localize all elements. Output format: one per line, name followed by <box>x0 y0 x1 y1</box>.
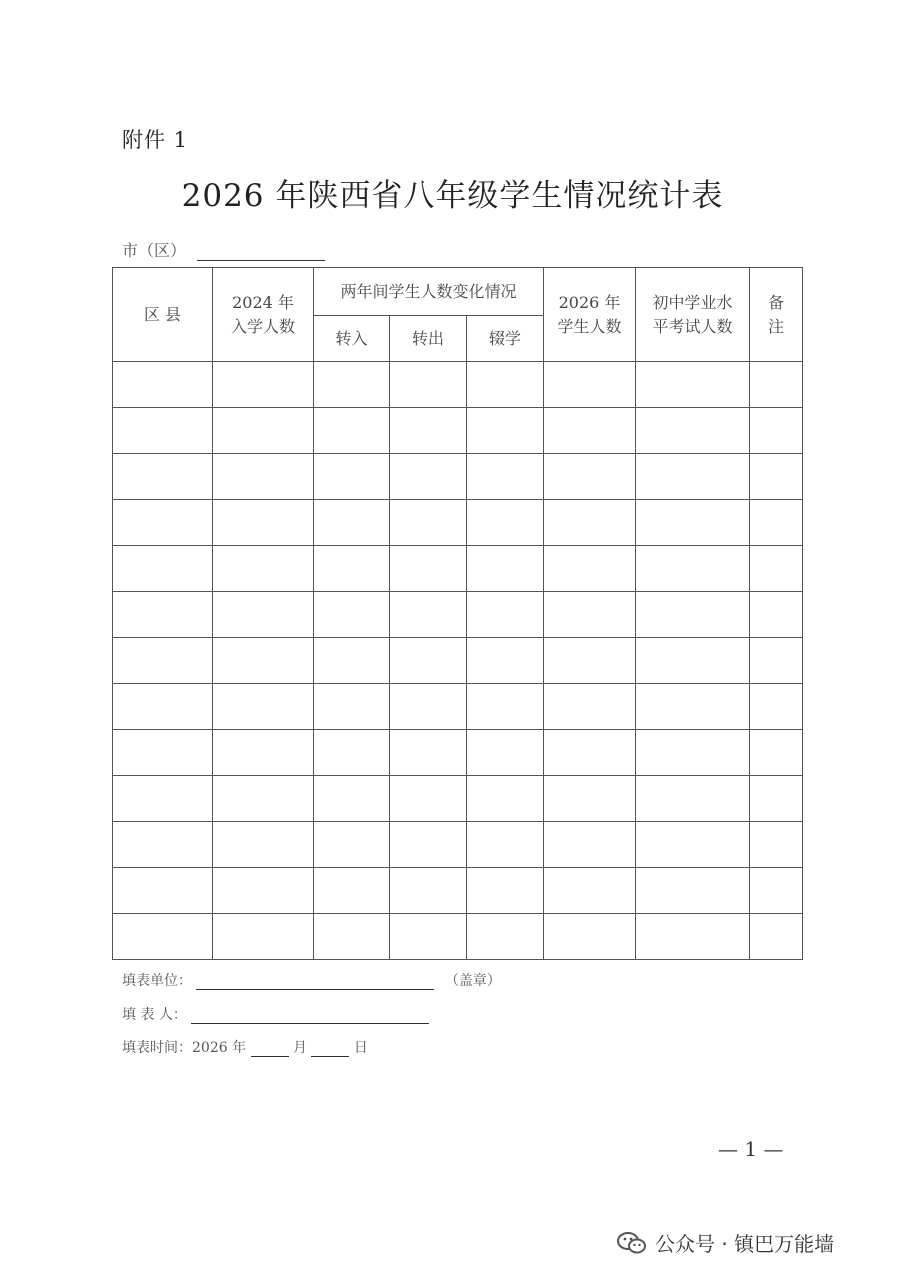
table-cell[interactable] <box>390 776 467 822</box>
table-cell[interactable] <box>544 454 636 500</box>
table-cell[interactable] <box>544 592 636 638</box>
table-cell[interactable] <box>750 638 803 684</box>
table-cell[interactable] <box>390 730 467 776</box>
table-cell[interactable] <box>213 730 314 776</box>
header-remark-line1: 备 <box>768 292 785 312</box>
table-row <box>113 822 803 868</box>
table-cell[interactable] <box>113 868 213 914</box>
table-cell[interactable] <box>314 914 390 960</box>
table-cell[interactable] <box>113 730 213 776</box>
table-cell[interactable] <box>113 362 213 408</box>
wechat-icon <box>617 1231 647 1255</box>
header-exam-line1: 初中学业水 <box>652 292 733 312</box>
table-cell[interactable] <box>314 868 390 914</box>
table-cell[interactable] <box>113 822 213 868</box>
page-title: 2026 年陕西省八年级学生情况统计表 <box>181 178 724 214</box>
table-row <box>113 362 803 408</box>
table-cell[interactable] <box>113 454 213 500</box>
table-row <box>113 684 803 730</box>
table-cell[interactable] <box>314 638 390 684</box>
table-cell[interactable] <box>636 454 750 500</box>
table-cell[interactable] <box>544 546 636 592</box>
table-cell[interactable] <box>467 638 544 684</box>
table-cell[interactable] <box>750 730 803 776</box>
table-cell[interactable] <box>467 730 544 776</box>
header-exam-count <box>636 268 750 362</box>
table-cell[interactable] <box>314 592 390 638</box>
table-cell[interactable] <box>544 868 636 914</box>
table-cell[interactable] <box>544 500 636 546</box>
table-cell[interactable] <box>113 592 213 638</box>
table-cell[interactable] <box>636 408 750 454</box>
table-cell[interactable] <box>390 638 467 684</box>
table-cell[interactable] <box>390 684 467 730</box>
header-change-group: 两年间学生人数变化情况 <box>314 268 544 316</box>
table-row <box>113 454 803 500</box>
table-cell[interactable] <box>314 500 390 546</box>
table-cell[interactable] <box>113 776 213 822</box>
table-cell[interactable] <box>213 362 314 408</box>
city-label: 市（区） <box>122 241 187 260</box>
table-cell[interactable] <box>390 914 467 960</box>
table-cell[interactable] <box>636 592 750 638</box>
table-cell[interactable] <box>750 546 803 592</box>
table-cell[interactable] <box>314 546 390 592</box>
table-cell[interactable] <box>390 822 467 868</box>
table-cell[interactable] <box>390 500 467 546</box>
header-county: 区 县 <box>113 268 213 362</box>
header-2026-line1: 2026 年 <box>558 292 621 312</box>
table-cell[interactable] <box>314 362 390 408</box>
table-cell[interactable] <box>314 684 390 730</box>
table-cell[interactable] <box>467 454 544 500</box>
filler-input[interactable] <box>191 1007 429 1024</box>
table-cell[interactable] <box>314 776 390 822</box>
header-2024-line2: 入学人数 <box>230 316 295 336</box>
fill-time-line <box>122 1037 368 1057</box>
header-transfer-in: 转入 <box>314 316 390 362</box>
fill-unit-input[interactable] <box>196 973 434 990</box>
table-cell[interactable] <box>390 868 467 914</box>
table-cell[interactable] <box>213 776 314 822</box>
header-exam-line2: 平考试人数 <box>652 316 733 336</box>
table-cell[interactable] <box>544 822 636 868</box>
table-cell[interactable] <box>467 914 544 960</box>
header-remark-line2: 注 <box>768 316 785 336</box>
table-cell[interactable] <box>113 500 213 546</box>
table-cell[interactable] <box>213 638 314 684</box>
table-cell[interactable] <box>390 408 467 454</box>
table-cell[interactable] <box>213 684 314 730</box>
filler-line <box>122 1004 429 1024</box>
fill-unit-label: 填表单位： <box>122 973 192 989</box>
table-row <box>113 592 803 638</box>
table-cell[interactable] <box>467 776 544 822</box>
table-row <box>113 500 803 546</box>
header-2026-students <box>544 268 636 362</box>
table-cell[interactable] <box>113 638 213 684</box>
table-cell[interactable] <box>467 684 544 730</box>
table-cell[interactable] <box>636 822 750 868</box>
header-2024-line1: 2024 年 <box>232 292 294 312</box>
table-cell[interactable] <box>750 454 803 500</box>
table-cell[interactable] <box>314 454 390 500</box>
table-cell[interactable] <box>636 684 750 730</box>
table-cell[interactable] <box>636 362 750 408</box>
table-cell[interactable] <box>113 684 213 730</box>
table-cell[interactable] <box>314 822 390 868</box>
header-remark <box>750 268 803 362</box>
table-cell[interactable] <box>213 408 314 454</box>
table-cell[interactable] <box>113 408 213 454</box>
table-cell[interactable] <box>750 914 803 960</box>
table-cell[interactable] <box>750 500 803 546</box>
table-cell[interactable] <box>467 592 544 638</box>
header-transfer-out: 转出 <box>390 316 467 362</box>
city-field <box>122 238 325 261</box>
table-cell[interactable] <box>750 362 803 408</box>
page-number: — 1 — <box>718 1137 784 1161</box>
table-cell[interactable] <box>213 592 314 638</box>
table-row <box>113 408 803 454</box>
table-cell[interactable] <box>636 868 750 914</box>
table-cell[interactable] <box>750 868 803 914</box>
table-cell[interactable] <box>467 362 544 408</box>
watermark <box>617 1228 834 1257</box>
table-cell[interactable] <box>544 408 636 454</box>
table-cell[interactable] <box>213 454 314 500</box>
table-body <box>113 362 803 960</box>
seal-label: （盖章） <box>444 973 501 989</box>
table-row <box>113 638 803 684</box>
table-cell[interactable] <box>390 454 467 500</box>
header-2026-line2: 学生人数 <box>557 316 622 336</box>
table-cell[interactable] <box>544 730 636 776</box>
table-cell[interactable] <box>390 362 467 408</box>
table-cell[interactable] <box>544 362 636 408</box>
day-input[interactable] <box>311 1040 349 1057</box>
day-label: 日 <box>353 1040 368 1056</box>
table-cell[interactable] <box>544 684 636 730</box>
table-cell[interactable] <box>636 914 750 960</box>
table-row <box>113 546 803 592</box>
table-cell[interactable] <box>113 546 213 592</box>
table-cell[interactable] <box>213 914 314 960</box>
table-cell[interactable] <box>213 546 314 592</box>
table-cell[interactable] <box>750 408 803 454</box>
table-cell[interactable] <box>636 730 750 776</box>
table-cell[interactable] <box>213 500 314 546</box>
table-cell[interactable] <box>750 592 803 638</box>
table-cell[interactable] <box>314 730 390 776</box>
month-input[interactable] <box>251 1040 289 1057</box>
header-dropout: 辍学 <box>467 316 544 362</box>
table-cell[interactable] <box>314 408 390 454</box>
table-cell[interactable] <box>390 592 467 638</box>
table-cell[interactable] <box>213 868 314 914</box>
table-cell[interactable] <box>636 546 750 592</box>
table-row <box>113 776 803 822</box>
table-row <box>113 730 803 776</box>
header-2024-enrollment <box>213 268 314 362</box>
table-cell[interactable] <box>467 868 544 914</box>
attachment-label: 附件 1 <box>122 128 189 152</box>
watermark-text: 公众号 · 镇巴万能墙 <box>655 1232 835 1256</box>
table-cell[interactable] <box>467 546 544 592</box>
city-underline <box>197 241 325 261</box>
table-cell[interactable] <box>113 914 213 960</box>
table-row <box>113 868 803 914</box>
table-cell[interactable] <box>390 546 467 592</box>
table-cell[interactable] <box>750 776 803 822</box>
table-cell[interactable] <box>544 914 636 960</box>
table-cell[interactable] <box>213 822 314 868</box>
table-cell[interactable] <box>544 638 636 684</box>
table-cell[interactable] <box>467 822 544 868</box>
fill-time-label: 填表时间：2026 年 <box>122 1040 247 1056</box>
filler-label: 填 表 人： <box>122 1007 187 1023</box>
table-cell[interactable] <box>544 776 636 822</box>
table-cell[interactable] <box>750 822 803 868</box>
table-cell[interactable] <box>636 776 750 822</box>
table-cell[interactable] <box>636 500 750 546</box>
table-row <box>113 914 803 960</box>
month-label: 月 <box>293 1040 307 1056</box>
statistics-table <box>112 267 803 960</box>
fill-unit-line <box>122 970 501 990</box>
table-cell[interactable] <box>467 408 544 454</box>
table-cell[interactable] <box>467 500 544 546</box>
table-cell[interactable] <box>750 684 803 730</box>
table-cell[interactable] <box>636 638 750 684</box>
